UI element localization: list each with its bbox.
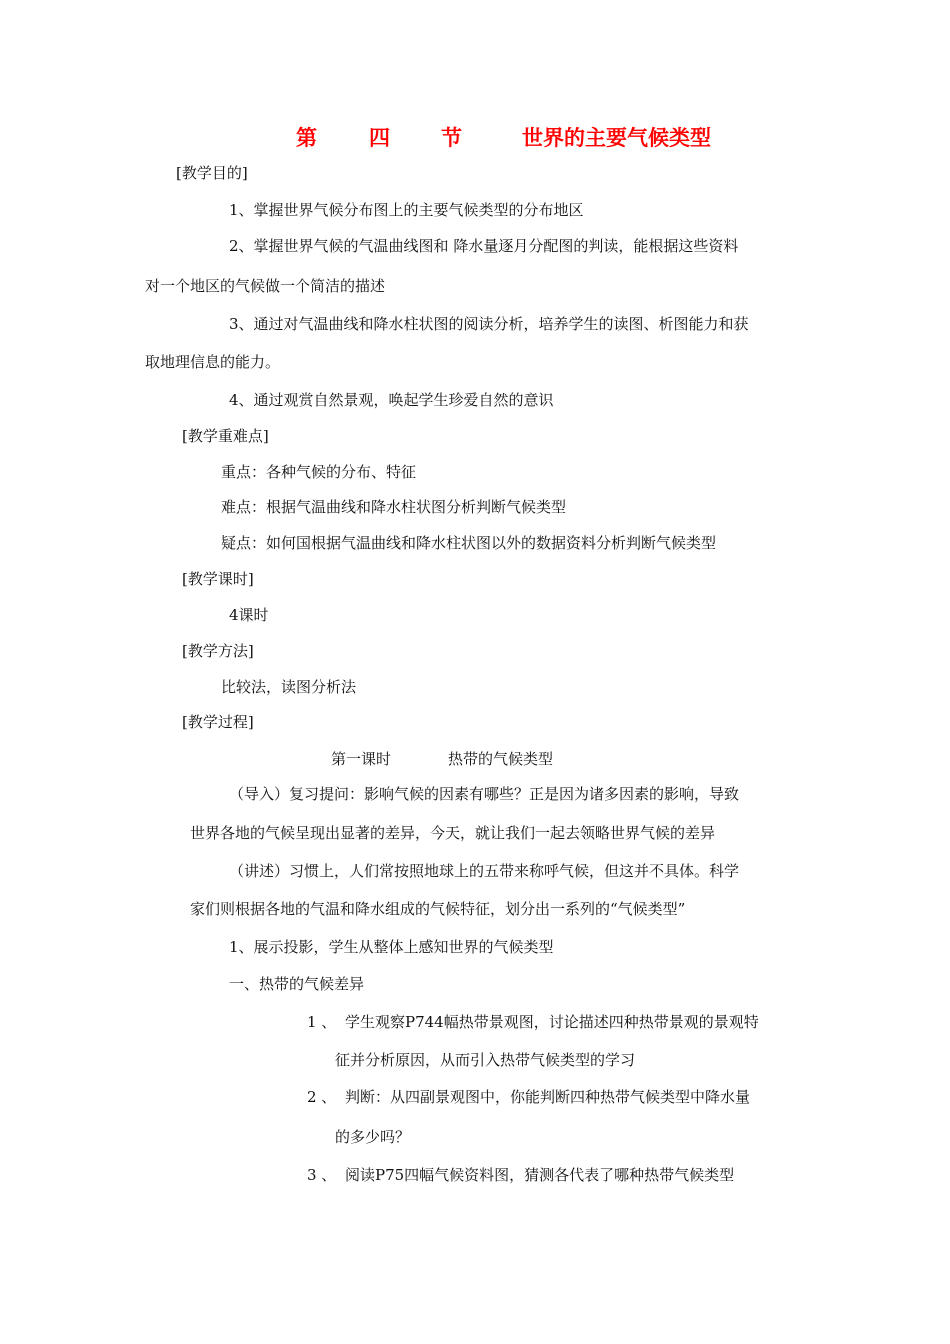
step-1: 1、展示投影，学生从整体上感知世界的气候类型	[229, 938, 554, 956]
sub-item-3-line-1	[307, 1165, 734, 1185]
sub-item-2-line-1	[307, 1087, 750, 1107]
objective-item-2-line-1: 2、掌握世界气候的气温曲线图和 降水量逐月分配图的判读，能根据这些资料	[229, 237, 739, 255]
keypoint-doubt: 疑点：如何国根据气温曲线和降水柱状图以外的数据资料分析判断气候类型	[221, 534, 717, 552]
sub-item-1-line-1	[307, 1012, 759, 1032]
methods-value: 比较法，读图分析法	[221, 678, 357, 696]
keypoints-heading: [教学重难点]	[182, 427, 269, 445]
hours-value: 4课时	[229, 606, 269, 624]
keypoint-focus: 重点：各种气候的分布、特征	[221, 463, 417, 481]
lesson-label: 第一课时	[331, 750, 392, 768]
lecture-line-2: 家们则根据各地的气温和降水组成的气候特征，划分出一系列的“气候类型”	[190, 900, 686, 918]
objective-item-4: 4、通过观赏自然景观，唤起学生珍爱自然的意识	[229, 391, 554, 409]
title-part-4: 世界的主要气候类型	[522, 125, 711, 150]
sub-item-2-number: 2 、	[307, 1088, 337, 1106]
sub-item-2-line-2: 的多少吗？	[335, 1128, 411, 1146]
lesson-topic: 热带的气候类型	[448, 750, 554, 768]
lesson-title	[331, 749, 553, 769]
objective-item-2-line-2: 对一个地区的气候做一个简洁的描述	[145, 277, 386, 295]
objective-item-1: 1、掌握世界气候分布图上的主要气候类型的分布地区	[229, 201, 584, 219]
objective-item-3-line-1: 3、通过对气温曲线和降水柱状图的阅读分析，培养学生的读图、析图能力和获	[229, 315, 749, 333]
hours-heading: [教学课时]	[182, 570, 254, 588]
sub-item-1-line-2: 征并分析原因，从而引入热带气候类型的学习	[335, 1051, 636, 1069]
page-title	[296, 124, 711, 152]
lecture-line-1: （讲述）习惯上，人们常按照地球上的五带来称呼气候，但这并不具体。科学	[229, 862, 740, 880]
objectives-heading: [教学目的]	[176, 164, 248, 182]
methods-heading: [教学方法]	[182, 642, 254, 660]
intro-line-1: （导入）复习提问：影响气候的因素有哪些？正是因为诸多因素的影响，导致	[229, 785, 740, 803]
section-1-heading: 一、热带的气候差异	[229, 975, 365, 993]
intro-line-2: 世界各地的气候呈现出显著的差异，今天，就让我们一起去领略世界气候的差异	[190, 824, 716, 842]
sub-item-2-text: 判断：从四副景观图中，你能判断四种热带气候类型中降水量	[345, 1088, 751, 1106]
sub-item-3-text: 阅读P75四幅气候资料图，猜测各代表了哪种热带气候类型	[345, 1166, 735, 1184]
title-part-2: 四	[369, 125, 390, 150]
process-heading: [教学过程]	[182, 713, 254, 731]
objective-item-3-line-2: 取地理信息的能力。	[145, 353, 281, 371]
sub-item-1-number: 1 、	[307, 1013, 337, 1031]
title-part-3: 节	[441, 125, 462, 150]
sub-item-3-number: 3 、	[307, 1166, 337, 1184]
title-part-1: 第	[296, 125, 317, 150]
keypoint-difficulty: 难点：根据气温曲线和降水柱状图分析判断气候类型	[221, 498, 567, 516]
sub-item-1-text: 学生观察P744幅热带景观图，讨论描述四种热带景观的景观特	[345, 1013, 759, 1031]
